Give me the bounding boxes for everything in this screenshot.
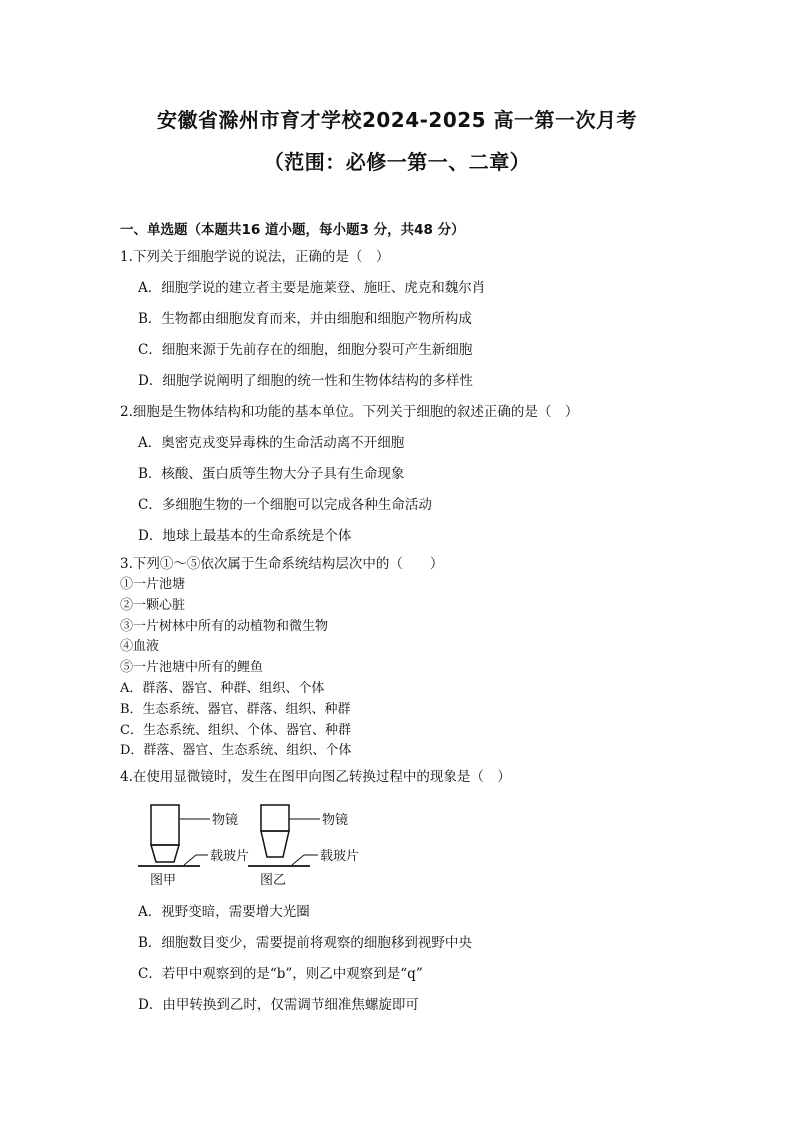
question-1-option-b: B．生物都由细胞发育而来，并由细胞和细胞产物所构成 [138,311,472,327]
question-3-item-3: ③一片树林中所有的动植物和微生物 [120,619,329,634]
question-4-option-a: A．视野变暗，需要增大光圈 [138,904,310,920]
question-3-option-c: C．生态系统、组织、个体、器官、种群 [120,723,351,738]
question-3-stem: 3.下列①～⑤依次属于生命系统结构层次中的（ ） [120,556,444,572]
question-2-stem: 2.细胞是生物体结构和功能的基本单位。下列关于细胞的叙述正确的是（ ） [120,404,579,420]
objective-lens-a [151,805,179,862]
question-4-option-c: C．若甲中观察到的是“b”，则乙中观察到是“q” [138,966,423,982]
question-1-option-d: D．细胞学说阐明了细胞的统一性和生物体结构的多样性 [138,373,473,389]
caption-b: 图乙 [260,873,287,888]
slide-label-a: 载玻片 [210,849,250,864]
question-3-item-5: ⑤一片池塘中所有的鲤鱼 [120,660,264,675]
question-1-option-c: C．细胞来源于先前存在的细胞，细胞分裂可产生新细胞 [138,342,473,358]
question-3-item-1: ①一片池塘 [120,577,186,592]
microscope-figure [130,800,380,892]
question-4-option-b: B．细胞数目变少，需要提前将观察的细胞移到视野中央 [138,935,472,951]
question-3-item-2: ②一颗心脏 [120,598,186,613]
section-heading: 一、单选题（本题共16 道小题，每小题3 分，共48 分） [120,222,465,238]
question-3-option-b: B．生态系统、器官、群落、组织、种群 [120,702,351,717]
exam-scope: （范围：必修一第一、二章） [263,150,531,174]
objective-label-a: 物镜 [212,813,239,828]
question-3-option-a: A．群落、器官、种群、组织、个体 [120,681,325,696]
slide-leader-a [184,855,196,865]
question-2-option-a: A．奥密克戎变异毒株的生命活动离不开细胞 [138,435,405,451]
question-2-option-d: D．地球上最基本的生命系统是个体 [138,528,352,544]
caption-a: 图甲 [150,873,177,888]
objective-lens-b [261,805,289,857]
question-3-item-4: ④血液 [120,639,160,654]
question-3-option-d: D．群落、器官、生态系统、组织、个体 [120,743,352,758]
question-4-stem: 4.在使用显微镜时，发生在图甲向图乙转换过程中的现象是（ ） [120,769,511,785]
slide-leader-b [292,855,304,865]
question-1-option-a: A．细胞学说的建立者主要是施莱登、施旺、虎克和魏尔肖 [138,280,486,296]
question-2-option-c: C．多细胞生物的一个细胞可以完成各种生命活动 [138,497,432,513]
question-4-option-d: D．由甲转换到乙时，仅需调节细准焦螺旋即可 [138,997,419,1013]
slide-label-b: 载玻片 [320,849,360,864]
question-1-stem: 1.下列关于细胞学说的说法，正确的是（ ） [120,249,390,265]
exam-title: 安徽省滁州市育才学校2024-2025 高一第一次月考 [156,108,638,132]
objective-label-b: 物镜 [322,813,349,828]
question-2-option-b: B．核酸、蛋白质等生物大分子具有生命现象 [138,466,405,482]
